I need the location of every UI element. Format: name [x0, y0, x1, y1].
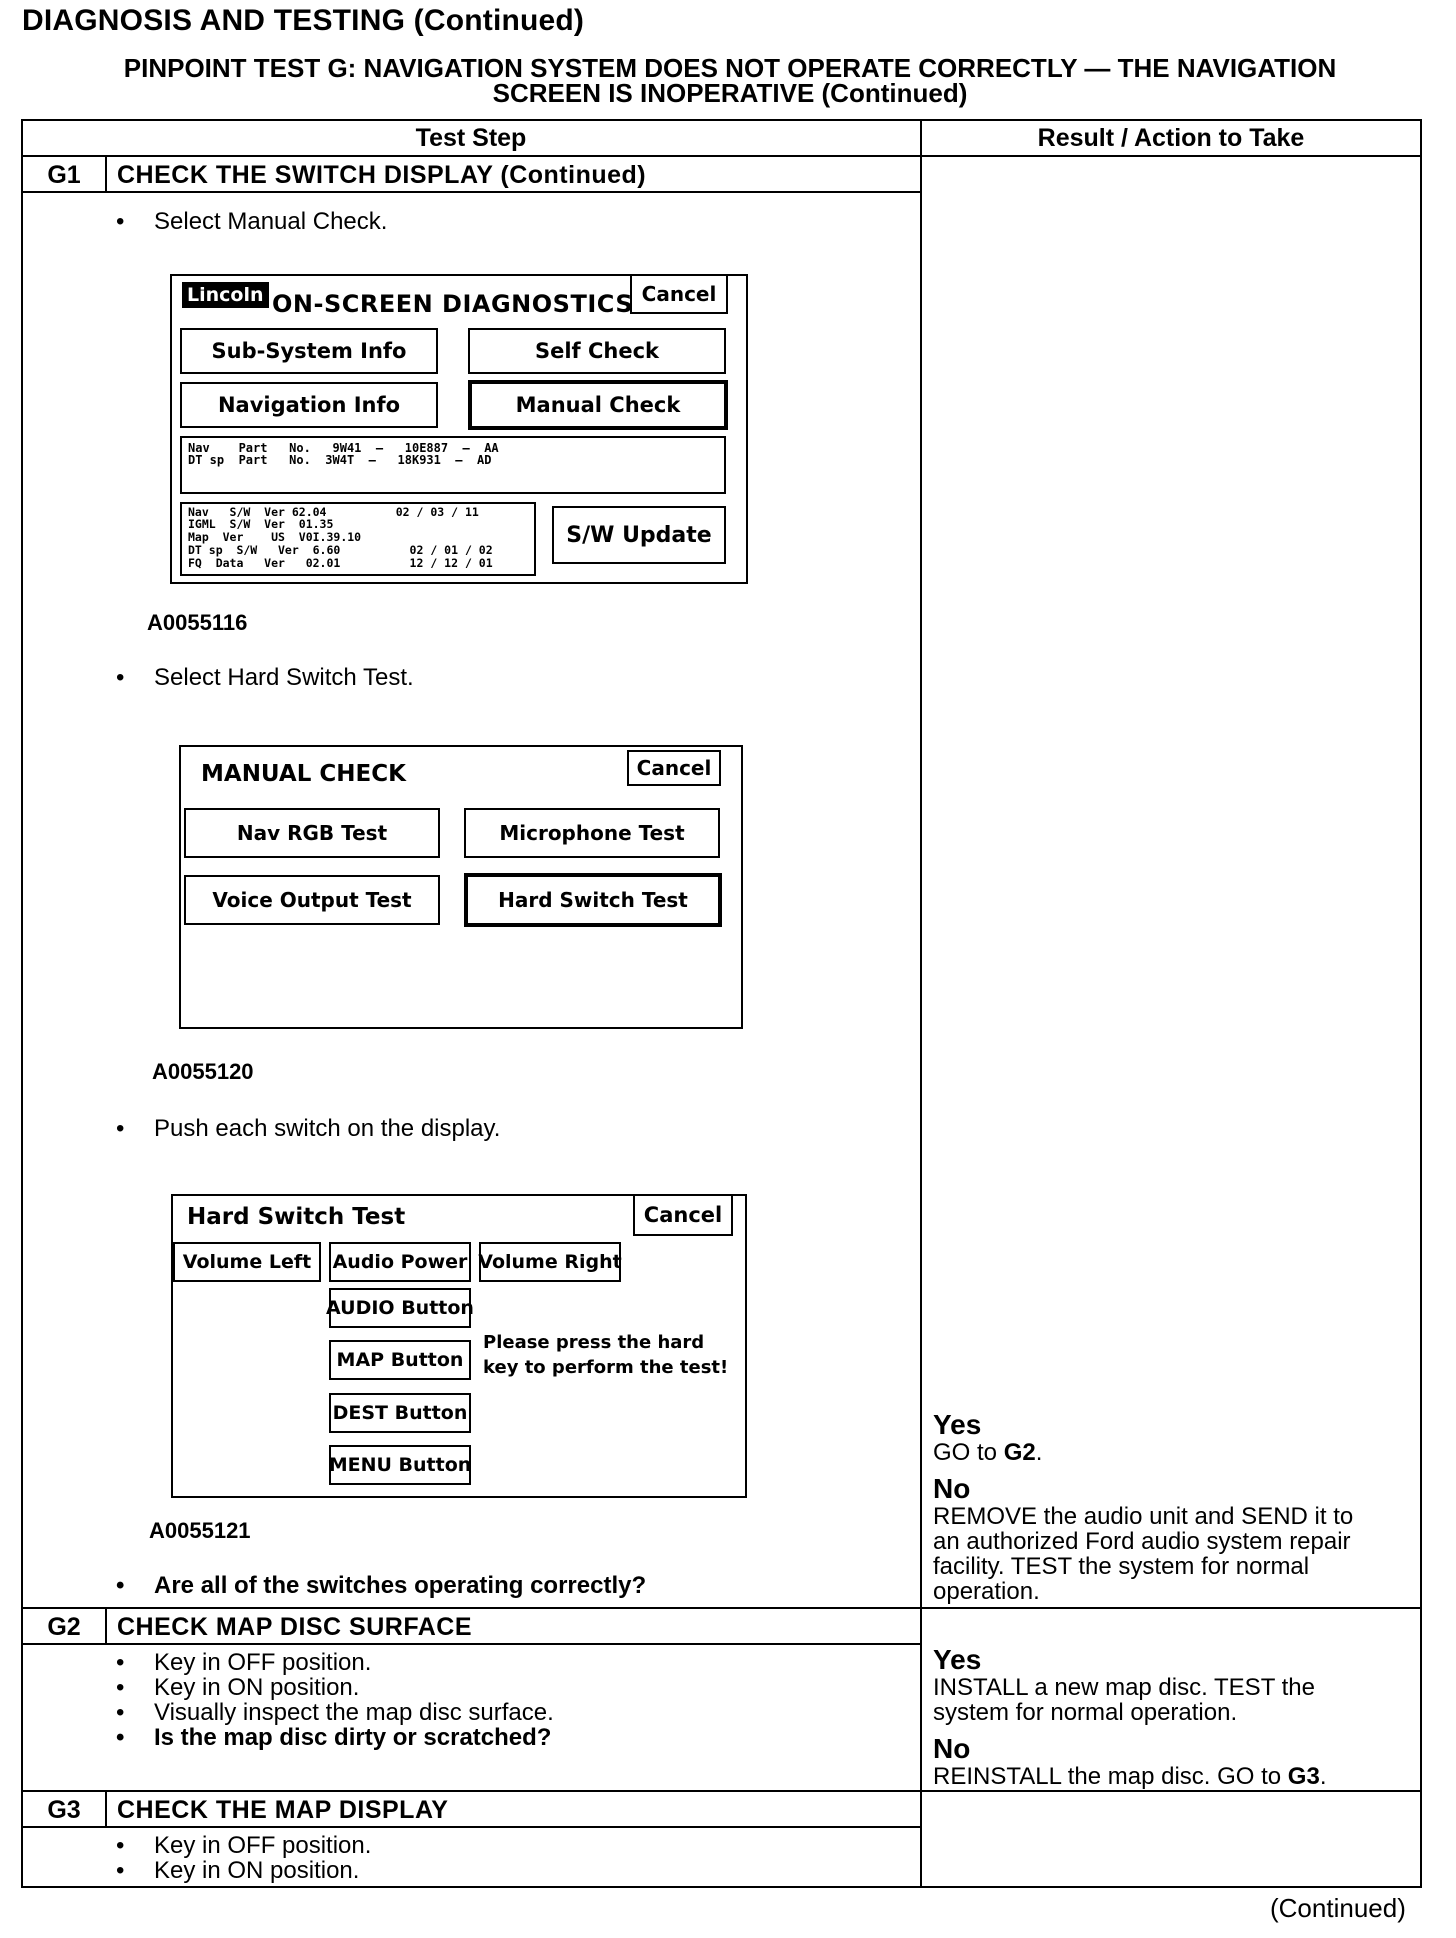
map-version: Map Ver US V0I.39.10	[188, 530, 362, 544]
g1-yes-action	[933, 1440, 1353, 1465]
self-check-button[interactable]: Self Check	[468, 328, 726, 374]
g2-title-divider	[21, 1643, 922, 1645]
g2-yes-line2: system for normal operation.	[933, 1699, 1238, 1726]
g2-bullet-question: • Is the map disc dirty or scratched?	[116, 1725, 554, 1750]
sw-update-button[interactable]: S/W Update	[552, 506, 726, 564]
g3-bullet-1: • Key in OFF position.	[116, 1833, 371, 1858]
g2-bullet-1: • Key in OFF position.	[116, 1650, 554, 1675]
voice-output-test-button[interactable]: Voice Output Test	[184, 875, 440, 925]
page-title: DIAGNOSIS AND TESTING (Continued)	[22, 4, 585, 37]
g2-no-prefix: REINSTALL the map disc. GO to	[933, 1763, 1288, 1790]
g1-question	[116, 1573, 646, 1598]
igml-sw-version: IGML S/W Ver 01.35	[188, 517, 334, 531]
g3-row-divider	[21, 1790, 1422, 1792]
g1-step-select-hard-switch	[116, 665, 414, 690]
col-header-result: Result / Action to Take	[1037, 124, 1305, 152]
cancel-button[interactable]: Cancel	[627, 750, 721, 786]
dtsp-sw-version: DT sp S/W Ver 6.60 02 / 01 / 02	[188, 543, 493, 557]
hard-switch-test-button[interactable]: Hard Switch Test	[464, 873, 722, 927]
hard-key-instruction-line1: Please press the hard	[483, 1332, 705, 1353]
hard-switch-test-title: Hard Switch Test	[187, 1204, 406, 1230]
g1-bullet-2: • Select Hard Switch Test.	[116, 665, 414, 690]
g3-steps	[116, 1833, 371, 1883]
map-button[interactable]: MAP Button	[329, 1340, 471, 1380]
dtsp-part-number: DT sp Part No. 3W4T – 18K931 – AD	[188, 453, 492, 467]
figure-id-3: A0055121	[149, 1518, 251, 1543]
onscreen-diagnostics-figure	[170, 274, 748, 584]
navigation-info-button[interactable]: Navigation Info	[180, 382, 438, 428]
g1-bullet-1: • Select Manual Check.	[116, 209, 387, 234]
column-divider	[920, 119, 922, 1888]
g1-no-label: No	[933, 1473, 971, 1504]
audio-power-button[interactable]: Audio Power	[329, 1242, 471, 1282]
g2-bullet-2: • Key in ON position.	[116, 1675, 554, 1700]
header-row-divider	[21, 155, 1422, 157]
g3-title-divider	[21, 1826, 922, 1828]
pinpoint-test-title-line2: SCREEN IS INOPERATIVE (Continued)	[492, 78, 968, 108]
g2-no-label: No	[933, 1733, 971, 1764]
table-top-border	[21, 119, 1422, 121]
g1-no-line2: an authorized Ford audio system repair	[933, 1528, 1351, 1555]
manual-check-title: MANUAL CHECK	[201, 761, 406, 787]
figure-id-1: A0055116	[147, 610, 248, 635]
g1-bullet-question: • Are all of the switches operating correctly?	[116, 1573, 646, 1598]
g2-yes-label: Yes	[933, 1644, 982, 1675]
lincoln-logo: Lincoln	[182, 282, 269, 308]
g1-no-line4: operation.	[933, 1578, 1040, 1605]
g2-steps	[116, 1650, 554, 1750]
volume-left-button[interactable]: Volume Left	[173, 1242, 321, 1282]
g3-step-title: CHECK THE MAP DISPLAY	[117, 1796, 449, 1824]
hard-key-instruction-line2: key to perform the test!	[483, 1357, 729, 1378]
pinpoint-test-title	[20, 53, 1440, 108]
g2-no-action	[933, 1764, 1326, 1789]
g1-no-line1: REMOVE the audio unit and SEND it to	[933, 1503, 1354, 1530]
nav-sw-version: Nav S/W Ver 62.04 02 / 03 / 11	[188, 505, 479, 519]
g2-bullet-3: • Visually inspect the map disc surface.	[116, 1700, 554, 1725]
nav-part-number: Nav Part No. 9W41 – 10E887 – AA	[188, 441, 499, 455]
hard-key-instruction	[483, 1330, 728, 1380]
g1-title-divider	[21, 191, 922, 193]
g2-result	[933, 1645, 1326, 1789]
g1-yes-suffix: .	[1035, 1439, 1043, 1466]
g1-bullet-3: • Push each switch on the display.	[116, 1116, 500, 1141]
g1-step-id: G1	[47, 161, 81, 189]
fq-data-version: FQ Data Ver 02.01 12 / 12 / 01	[188, 556, 493, 570]
col-header-test-step: Test Step	[415, 124, 527, 152]
g1-step-title: CHECK THE SWITCH DISPLAY (Continued)	[117, 161, 647, 189]
g1-yes-label: Yes	[933, 1409, 982, 1440]
nav-rgb-test-button[interactable]: Nav RGB Test	[184, 808, 440, 858]
volume-right-button[interactable]: Volume Right	[479, 1242, 621, 1282]
cancel-button[interactable]: Cancel	[633, 1194, 733, 1236]
manual-check-button[interactable]: Manual Check	[468, 380, 728, 430]
g2-step-id: G2	[47, 1613, 81, 1641]
diagnostics-screen-title: ON-SCREEN DIAGNOSTICS	[272, 290, 634, 318]
manual-check-figure	[179, 745, 743, 1029]
figure-id-2: A0055120	[152, 1059, 254, 1084]
table-bottom-border	[21, 1886, 1422, 1888]
version-info-box	[180, 502, 536, 576]
menu-button[interactable]: MENU Button	[329, 1445, 471, 1485]
g1-step-push-switch	[116, 1116, 500, 1141]
part-number-box	[180, 436, 726, 494]
sub-system-info-button[interactable]: Sub-System Info	[180, 328, 438, 374]
g3-bullet-2: • Key in ON position.	[116, 1858, 371, 1883]
dest-button[interactable]: DEST Button	[329, 1393, 471, 1433]
g2-step-title: CHECK MAP DISC SURFACE	[117, 1613, 473, 1641]
audio-button[interactable]: AUDIO Button	[329, 1288, 471, 1328]
g2-yes-line1: INSTALL a new map disc. TEST the	[933, 1674, 1315, 1701]
g1-result	[933, 1410, 1353, 1604]
g1-yes-target: G2	[1003, 1439, 1036, 1466]
hard-switch-test-figure	[171, 1194, 747, 1498]
g2-row-divider	[21, 1607, 1422, 1609]
g2-no-suffix: .	[1319, 1763, 1327, 1790]
continued-note: (Continued)	[1270, 1893, 1406, 1923]
g3-step-id: G3	[47, 1796, 81, 1824]
cancel-button[interactable]: Cancel	[630, 274, 728, 314]
g1-no-line3: facility. TEST the system for normal	[933, 1553, 1310, 1580]
g1-step-select-manual	[116, 209, 387, 234]
g1-yes-prefix: GO to	[933, 1439, 1004, 1466]
microphone-test-button[interactable]: Microphone Test	[464, 808, 720, 858]
g2-no-target: G3	[1287, 1763, 1320, 1790]
table-right-border	[1420, 119, 1422, 1888]
pinpoint-test-title-line1: PINPOINT TEST G: NAVIGATION SYSTEM DOES NOT OPERATE CORRECTLY — THE NAVIGATION	[123, 53, 1337, 83]
